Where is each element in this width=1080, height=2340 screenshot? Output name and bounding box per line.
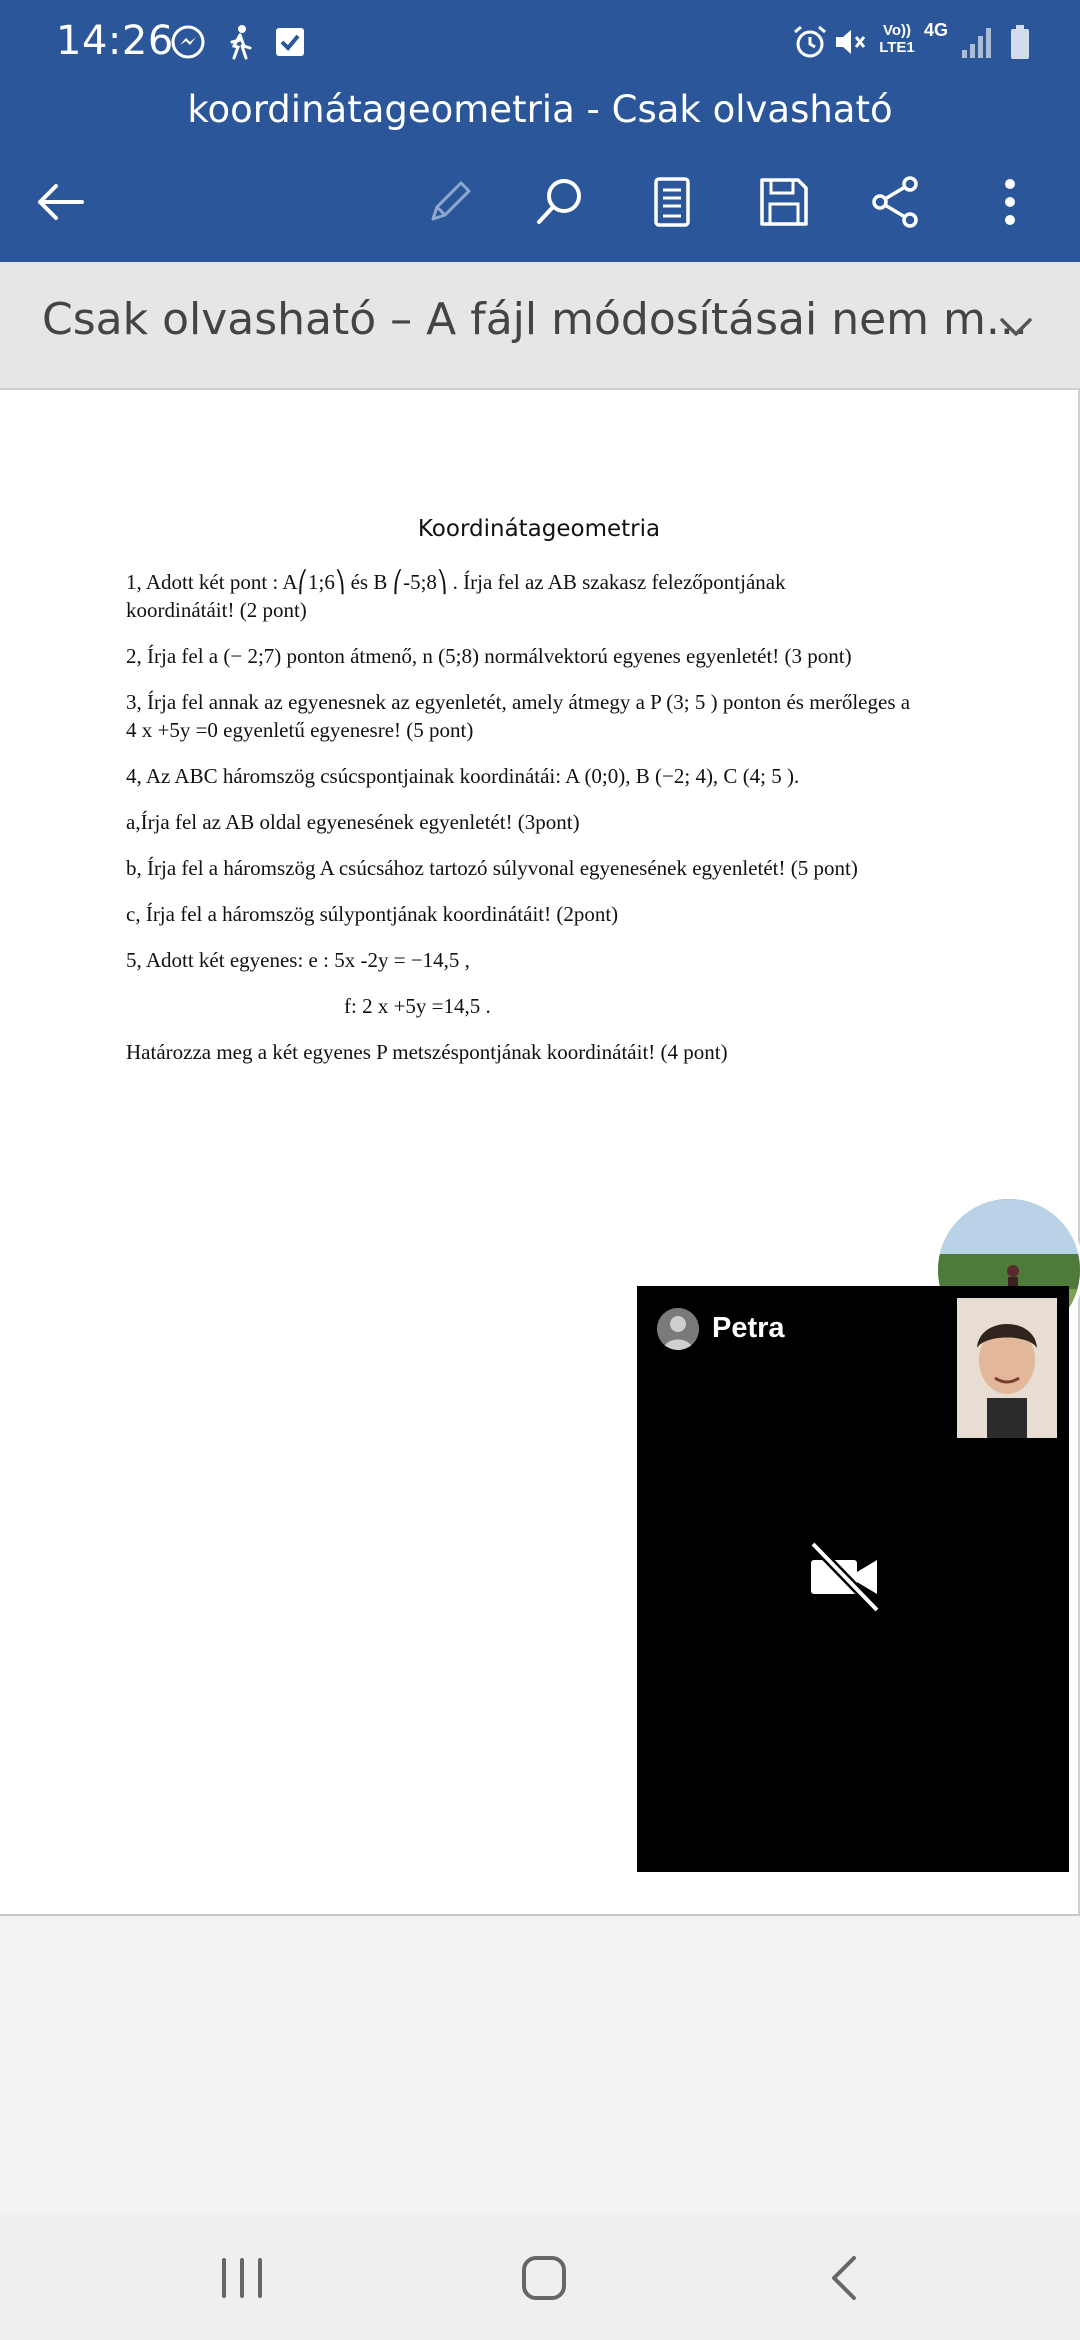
walking-icon [220, 22, 260, 62]
network-4g-indicator: 4G [923, 20, 948, 40]
more-icon [1000, 174, 1020, 230]
self-view-thumbnail[interactable] [957, 1298, 1057, 1438]
reading-view-icon [648, 174, 696, 230]
read-only-banner-text: Csak olvasható – A fájl módosításai nem m... [42, 294, 1028, 345]
edit-button[interactable] [418, 170, 482, 234]
volte-indicator: Vo)) LTE1 [879, 22, 915, 56]
save-icon [756, 174, 812, 230]
home-icon[interactable] [514, 2248, 574, 2308]
document-heading: Koordinátageometria [417, 516, 661, 542]
search-icon [532, 174, 588, 230]
caller-name: Petra [712, 1312, 785, 1344]
document-title: koordinátageometria - Csak olvasható [187, 88, 893, 131]
status-time: 14:26 [56, 18, 174, 64]
chevron-down-icon[interactable] [992, 302, 1040, 350]
app-header [0, 0, 1080, 262]
avatar-icon [657, 1308, 699, 1350]
back-arrow-icon [32, 174, 88, 230]
document-line: 3, Írja fel annak az egyenesnek az egyenletét, amely átmegy a P (3; 5 ) ponton és merőleges a [126, 690, 911, 714]
video-call-window[interactable] [637, 1286, 1069, 1872]
share-icon [868, 174, 924, 230]
back-icon[interactable] [816, 2248, 876, 2308]
document-line: c, Írja fel a háromszög súlypontjának koordinátáit! (2pont) [126, 902, 619, 926]
document-line: b, Írja fel a háromszög A csúcsához tartozó súlyvonal egyenesének egyenletét! (5 pont) [126, 856, 858, 880]
share-button[interactable] [864, 170, 928, 234]
reading-view-button[interactable] [640, 170, 704, 234]
search-button[interactable] [528, 170, 592, 234]
messenger-icon [168, 22, 208, 62]
mute-icon [830, 22, 870, 62]
document-line: 1, Adott két pont : A⎛1;6⎞ és B ⎛-5;8⎞ . Írja fel az AB szakasz felezőpontjának [126, 570, 786, 594]
more-options-button[interactable] [978, 170, 1042, 234]
save-button[interactable] [752, 170, 816, 234]
document-line: f: 2 x +5y =14,5 . [344, 994, 491, 1018]
self-view-face [957, 1298, 1057, 1438]
back-arrow-button[interactable] [28, 170, 92, 234]
status-bar [0, 0, 1080, 84]
signal-icon [958, 22, 998, 62]
document-line: Határozza meg a két egyenes P metszéspontjának koordinátáit! (4 pont) [126, 1040, 728, 1064]
video-off-icon[interactable] [805, 1536, 885, 1616]
task-checked-icon [270, 22, 310, 62]
read-only-banner[interactable] [0, 262, 1080, 390]
edit-pencil-icon [423, 175, 477, 229]
document-line: 4, Az ABC háromszög csúcspontjainak koordinátái: A (0;0), B (−2; 4), C (4; 5 ). [126, 764, 800, 788]
alarm-icon [790, 22, 830, 62]
recent-apps-icon[interactable] [212, 2248, 272, 2308]
battery-icon [1000, 22, 1040, 62]
document-line: a,Írja fel az AB oldal egyenesének egyenletét! (3pont) [126, 810, 580, 834]
document-line: koordinátáit! (2 pont) [126, 598, 307, 622]
document-line: 2, Írja fel a (− 2;7) ponton átmenő, n (5;8) normálvektorú egyenes egyenletét! (3 pont) [126, 644, 852, 668]
system-nav-bar [0, 2214, 1080, 2340]
document-line: 5, Adott két egyenes: e : 5x -2y = −14,5 , [126, 948, 470, 972]
document-line: 4 x +5y =0 egyenletű egyenesre! (5 pont) [126, 718, 474, 742]
